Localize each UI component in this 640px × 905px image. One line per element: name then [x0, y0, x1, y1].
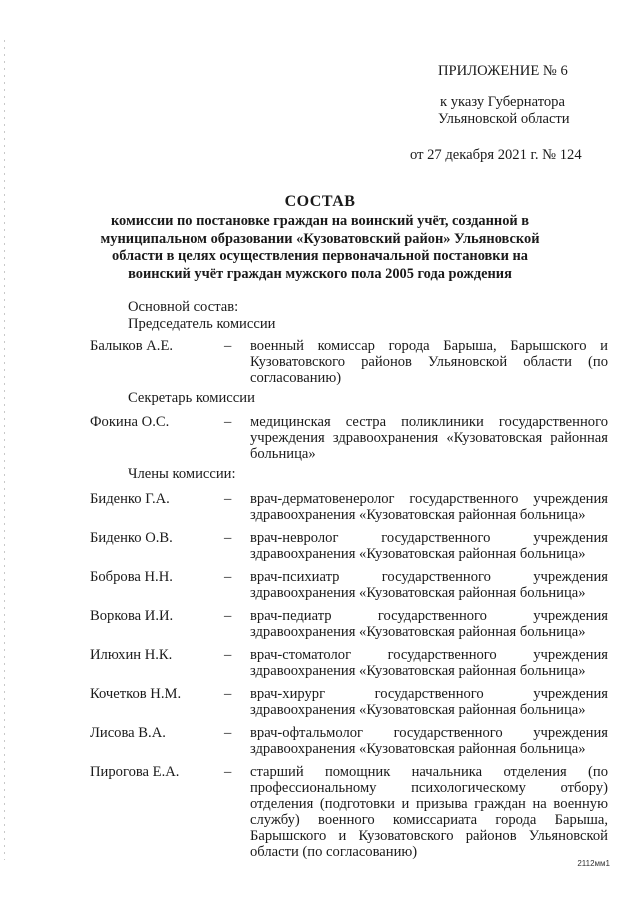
- members-label: Члены комиссии:: [128, 466, 236, 482]
- dash: –: [224, 608, 232, 624]
- dash: –: [224, 530, 232, 546]
- dash: –: [224, 647, 232, 663]
- appendix-number: ПРИЛОЖЕНИЕ № 6: [438, 63, 568, 79]
- dash: –: [224, 491, 232, 507]
- member-name: Биденко Г.А.: [90, 491, 170, 507]
- member-name: Фокина О.С.: [90, 414, 170, 430]
- dash: –: [224, 686, 232, 702]
- scan-edge-artifact: [4, 40, 5, 860]
- title-subtitle: комиссии по постановке граждан на воинский учёт, созданной в муниципальном образовании «Кузоватовский район» Ульяновской области в целях осуществления первоначальной постановки на воинский учёт граждан мужского пола 2005 года рождения: [100, 213, 540, 282]
- member-name: Илюхин Н.К.: [90, 647, 173, 663]
- member-position: врач-офтальмолог государственного учреждения здравоохранения «Кузоватовская районная больница»: [250, 725, 608, 757]
- member-name: Лисова В.А.: [90, 725, 166, 741]
- member-position: врач-хирург государственного учреждения здравоохранения «Кузоватовская районная больница»: [250, 686, 608, 718]
- member-name: Воркова И.И.: [90, 608, 174, 624]
- chair-label: Председатель комиссии: [128, 316, 276, 332]
- member-position: врач-невролог государственного учреждения здравоохранения «Кузоватовская районная больница»: [250, 530, 608, 562]
- secretary-label: Секретарь комиссии: [128, 390, 255, 406]
- region-name: Ульяновской области: [438, 111, 570, 127]
- dash: –: [224, 764, 232, 780]
- document-title: [100, 194, 540, 283]
- dash: –: [224, 725, 232, 741]
- title-main: СОСТАВ: [284, 193, 356, 210]
- member-name: Биденко О.В.: [90, 530, 173, 546]
- member-position: врач-стоматолог государственного учреждения здравоохранения «Кузоватовская районная больница»: [250, 647, 608, 679]
- member-position: врач-дерматовенеролог государственного учреждения здравоохранения «Кузоватовская районная больница»: [250, 491, 608, 523]
- member-position: старший помощник начальника отделения (по профессиональному психологическому отбору) отделения (подготовки и призыва граждан на военную службу) военного комиссариата города Барыша, Барышского и Кузоватовского районов Ульяновской области (по согласованию): [250, 764, 608, 860]
- member-name: Кочетков Н.М.: [90, 686, 182, 702]
- member-position: врач-педиатр государственного учреждения здравоохранения «Кузоватовская районная больница»: [250, 608, 608, 640]
- dash: –: [224, 414, 232, 430]
- dash: –: [224, 569, 232, 585]
- member-name: Балыков А.Е.: [90, 338, 174, 354]
- member-name: Пирогова Е.А.: [90, 764, 180, 780]
- decree-reference: к указу Губернатора: [440, 94, 565, 110]
- main-composition-label: Основной состав:: [128, 299, 239, 315]
- decree-date: от 27 декабря 2021 г. № 124: [410, 147, 582, 163]
- document-code: 2112мм1: [577, 859, 610, 868]
- member-position: медицинская сестра поликлиники государственного учреждения здравоохранения «Кузоватовская районная больница»: [250, 414, 608, 462]
- member-position: военный комиссар города Барыша, Барышского и Кузоватовского районов Ульяновской области (по согласованию): [250, 338, 608, 386]
- member-position: врач-психиатр государственного учреждения здравоохранения «Кузоватовская районная больница»: [250, 569, 608, 601]
- dash: –: [224, 338, 232, 354]
- member-name: Боброва Н.Н.: [90, 569, 173, 585]
